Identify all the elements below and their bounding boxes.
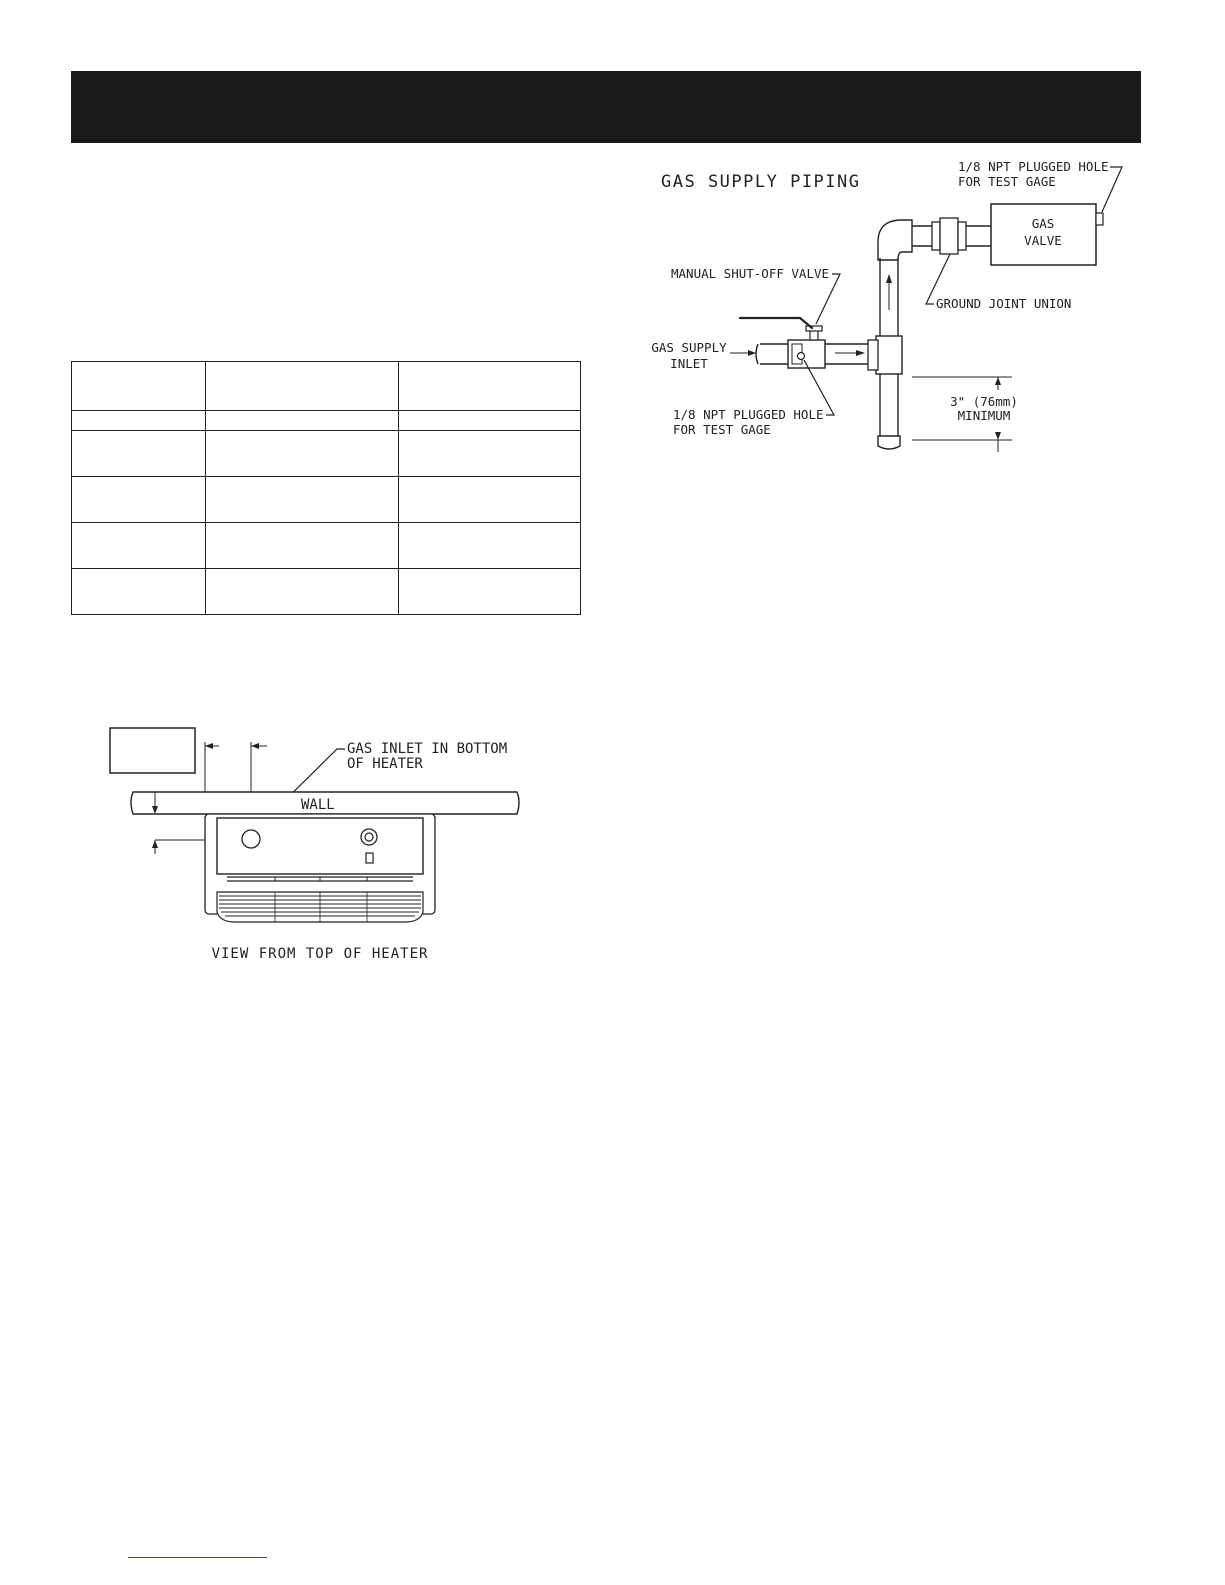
gas-valve-label-1: GAS [1031, 216, 1055, 231]
minimum-label-2: MINIMUM [957, 408, 1011, 423]
test-gage-bottom-label-2: FOR TEST GAGE [673, 422, 771, 437]
gas-valve-label-2: VALVE [1024, 233, 1062, 248]
pipe-tee [876, 336, 902, 374]
test-gage-bottom-label-1: 1/8 NPT PLUGGED HOLE [673, 407, 824, 422]
pipe-elbow [878, 220, 912, 260]
reference-box [110, 728, 195, 773]
drip-leg-cap [878, 436, 900, 449]
ground-joint-union [940, 218, 958, 254]
wall-label: WALL [301, 797, 335, 813]
table-row [72, 569, 581, 615]
gas-inlet-circle [242, 830, 260, 848]
gas-supply-piping-diagram [640, 150, 1140, 470]
table-row [72, 431, 581, 477]
gas-supply-label-1: GAS SUPPLY [651, 340, 727, 355]
gas-inlet-label-1: GAS INLET IN BOTTOM [347, 741, 508, 757]
piping-title: GAS SUPPLY PIPING [661, 172, 861, 192]
minimum-label-1: 3" (76mm) [950, 394, 1018, 409]
gas-inlet-label-2: OF HEATER [347, 756, 423, 772]
table-row [72, 523, 581, 569]
header-bar [71, 71, 1141, 143]
spec-table [71, 361, 581, 615]
gas-supply-label-2: INLET [670, 356, 708, 371]
table-header-row [72, 362, 581, 411]
test-gage-top-label-2: FOR TEST GAGE [958, 174, 1056, 189]
footer-link-underline [128, 1557, 267, 1558]
heater-top-view-diagram [105, 722, 525, 972]
manual-shutoff-label: MANUAL SHUT-OFF VALVE [671, 266, 830, 281]
heater-caption: VIEW FROM TOP OF HEATER [211, 946, 429, 962]
test-gage-top-label-1: 1/8 NPT PLUGGED HOLE [958, 159, 1109, 174]
valve-handle [740, 318, 812, 328]
ground-joint-union-label: GROUND JOINT UNION [936, 296, 1072, 311]
table-row [72, 410, 581, 430]
test-gage-plug [798, 353, 805, 360]
table-row [72, 477, 581, 523]
